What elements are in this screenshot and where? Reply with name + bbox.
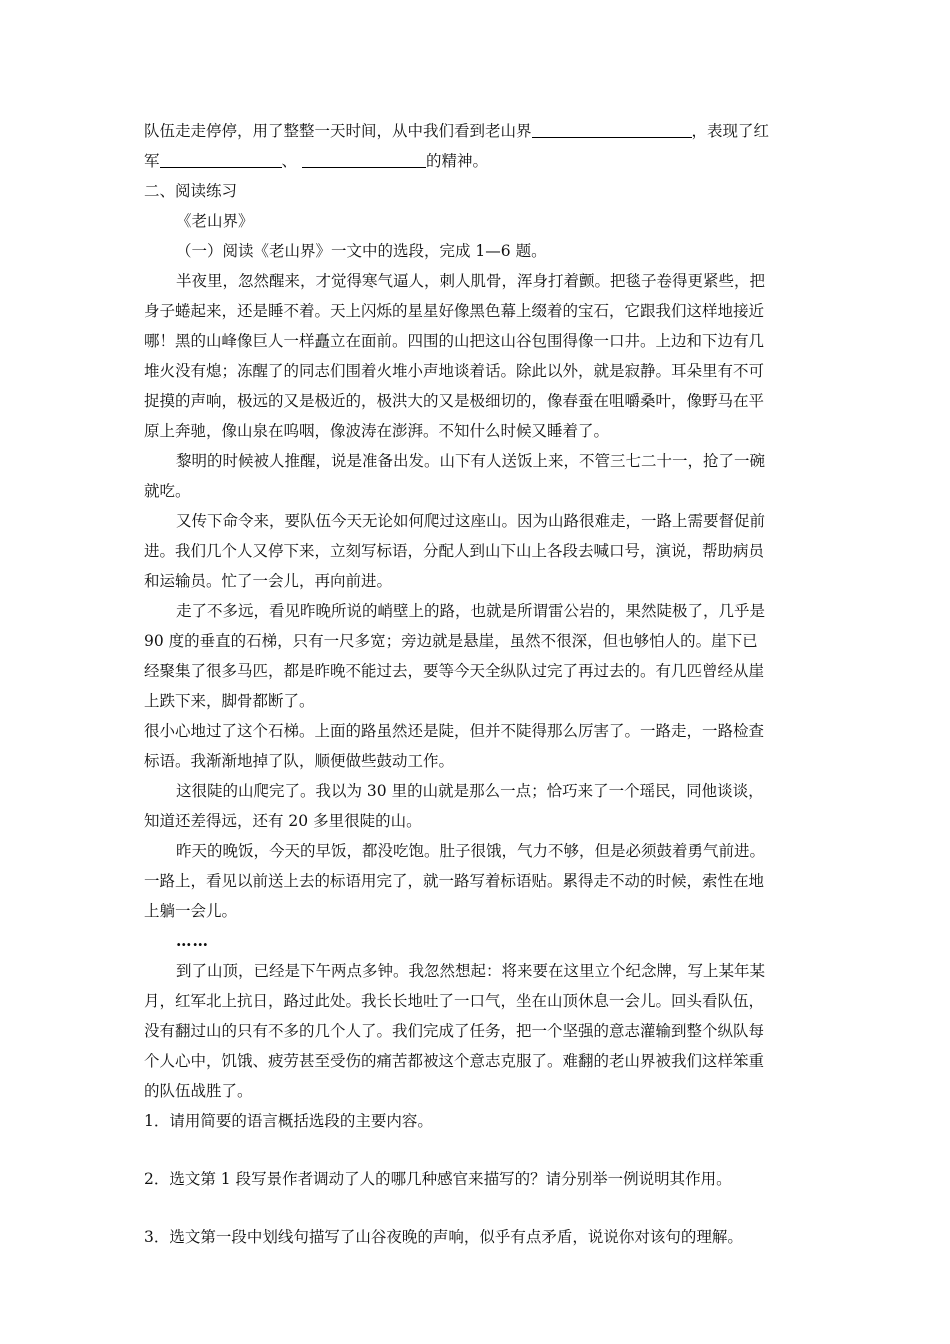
paragraph-line: 上跌下来，脚骨都断了。 xyxy=(144,692,315,710)
paragraph-2 xyxy=(144,446,810,506)
paragraph-line: 和运输员。忙了一会儿，再向前进。 xyxy=(144,572,393,590)
paragraph-line: 一路上，看见以前送上去的标语用完了，就一路写着标语贴。累得走不动的时候，索性在地 xyxy=(144,872,765,890)
paragraph-line: 身子蜷起来，还是睡不着。天上闪烁的星星好像黑色幕上缀着的宝石，它跟我们这样地接近 xyxy=(144,302,765,320)
paragraph-line: 这很陡的山爬完了。我以为 30 里的山就是那么一点；恰巧来了一个瑶民，同他谈谈， xyxy=(176,782,764,800)
paragraph-8 xyxy=(144,956,810,1106)
paragraph-line: 原上奔驰，像山泉在呜咽，像波涛在澎湃。不知什么时候又睡着了。 xyxy=(144,422,610,440)
paragraph-line: 的队伍战胜了。 xyxy=(144,1082,253,1100)
paragraph-line: 堆火没有熄；冻醒了的同志们围着火堆小声地谈着话。除此以外，就是寂静。耳朵里有不可 xyxy=(144,362,765,380)
paragraph-line: 半夜里，忽然醒来，才觉得寒气逼人，刺人肌骨，浑身打着颤。把毯子卷得更紧些，把 xyxy=(176,272,766,290)
intro-text: 军 xyxy=(144,152,160,170)
instruction: （一）阅读《老山界》一文中的选段，完成 1—6 题。 xyxy=(176,242,547,260)
intro-text: 的精神。 xyxy=(425,152,488,170)
paragraph-5 xyxy=(144,716,810,776)
paragraph-line: 黎明的时候被人推醒，说是准备出发。山下有人送饭上来，不管三七二十一，抢了一碗 xyxy=(176,452,766,470)
paragraph-3 xyxy=(144,506,810,596)
paragraph-line: 昨天的晚饭，今天的早饭，都没吃饱。肚子很饿，气力不够，但是必须鼓着勇气前进。 xyxy=(176,842,766,860)
paragraph-line: 月，红军北上抗日，路过此处。我长长地吐了一口气，坐在山顶休息一会儿。回头看队伍， xyxy=(144,992,765,1010)
answer-blank-3[interactable] xyxy=(302,152,426,169)
paragraph-line: 很小心地过了这个石梯。上面的路虽然还是陡，但并不陡得那么厉害了。一路走，一路检查 xyxy=(144,722,765,740)
ellipsis: …… xyxy=(176,931,209,950)
text-title: 《老山界》 xyxy=(176,212,254,230)
section-title: 二、阅读练习 xyxy=(144,182,238,200)
answer-space-2[interactable] xyxy=(144,1194,810,1222)
question-1: 1．请用简要的语言概括选段的主要内容。 xyxy=(144,1112,433,1130)
paragraph-line: 进。我们几个人又停下来，立刻写标语，分配人到山下山上各段去喊口号，演说，帮助病员 xyxy=(144,542,765,560)
intro-text: 、 xyxy=(281,152,302,170)
paragraph-line: 90 度的垂直的石梯，只有一尺多宽；旁边就是悬崖，虽然不很深，但也够怕人的。崖下已 xyxy=(144,632,758,650)
paragraph-4 xyxy=(144,596,810,716)
answer-blank-1[interactable] xyxy=(532,122,692,139)
paragraph-line: 哪！黑的山峰像巨人一样矗立在面前。四围的山把这山谷包围得像一口井。上边和下边有几 xyxy=(144,332,765,350)
paragraph-line: 捉摸的声响，极远的又是极近的，极洪大的又是极细切的，像春蚕在咀嚼桑叶，像野马在平 xyxy=(144,392,765,410)
intro-line-1 xyxy=(144,116,810,146)
paragraph-line: 知道还差得远，还有 20 多里很陡的山。 xyxy=(144,812,422,830)
paragraph-line: 到了山顶，已经是下午两点多钟。我忽然想起：将来要在这里立个纪念牌，写上某年某 xyxy=(176,962,766,980)
paragraph-7 xyxy=(144,836,810,926)
paragraph-line: 又传下命令来，要队伍今天无论如何爬过这座山。因为山路很难走，一路上需要督促前 xyxy=(176,512,766,530)
paragraph-line: 就吃。 xyxy=(144,482,191,500)
intro-text: 队伍走走停停，用了整整一天时间，从中我们看到老山界 xyxy=(144,122,532,140)
paragraph-line: 上躺一会儿。 xyxy=(144,902,238,920)
intro-line-2 xyxy=(144,146,810,176)
document-page xyxy=(144,116,810,1252)
paragraph-line: 没有翻过山的只有不多的几个人了。我们完成了任务，把一个坚强的意志灌输到整个纵队每 xyxy=(144,1022,765,1040)
paragraph-1 xyxy=(144,266,810,446)
answer-blank-2[interactable] xyxy=(160,152,282,169)
paragraph-line: 走了不多远，看见昨晚所说的峭壁上的路，也就是所谓雷公岩的，果然陡极了，几乎是 xyxy=(176,602,766,620)
paragraph-line: 经聚集了很多马匹，都是昨晚不能过去，要等今天全纵队过完了再过去的。有几匹曾经从崖 xyxy=(144,662,765,680)
answer-space-1[interactable] xyxy=(144,1136,810,1164)
paragraph-line: 个人心中，饥饿、疲劳甚至受伤的痛苦都被这个意志克服了。难翻的老山界被我们这样笨重 xyxy=(144,1052,765,1070)
question-2: 2．选文第 1 段写景作者调动了人的哪几种感官来描写的？请分别举一例说明其作用。 xyxy=(144,1170,732,1188)
paragraph-line: 标语。我渐渐地掉了队，顺便做些鼓动工作。 xyxy=(144,752,455,770)
question-3: 3．选文第一段中划线句描写了山谷夜晚的声响，似乎有点矛盾，说说你对该句的理解。 xyxy=(144,1228,743,1246)
paragraph-6 xyxy=(144,776,810,836)
intro-text: ，表现了红 xyxy=(691,122,770,140)
